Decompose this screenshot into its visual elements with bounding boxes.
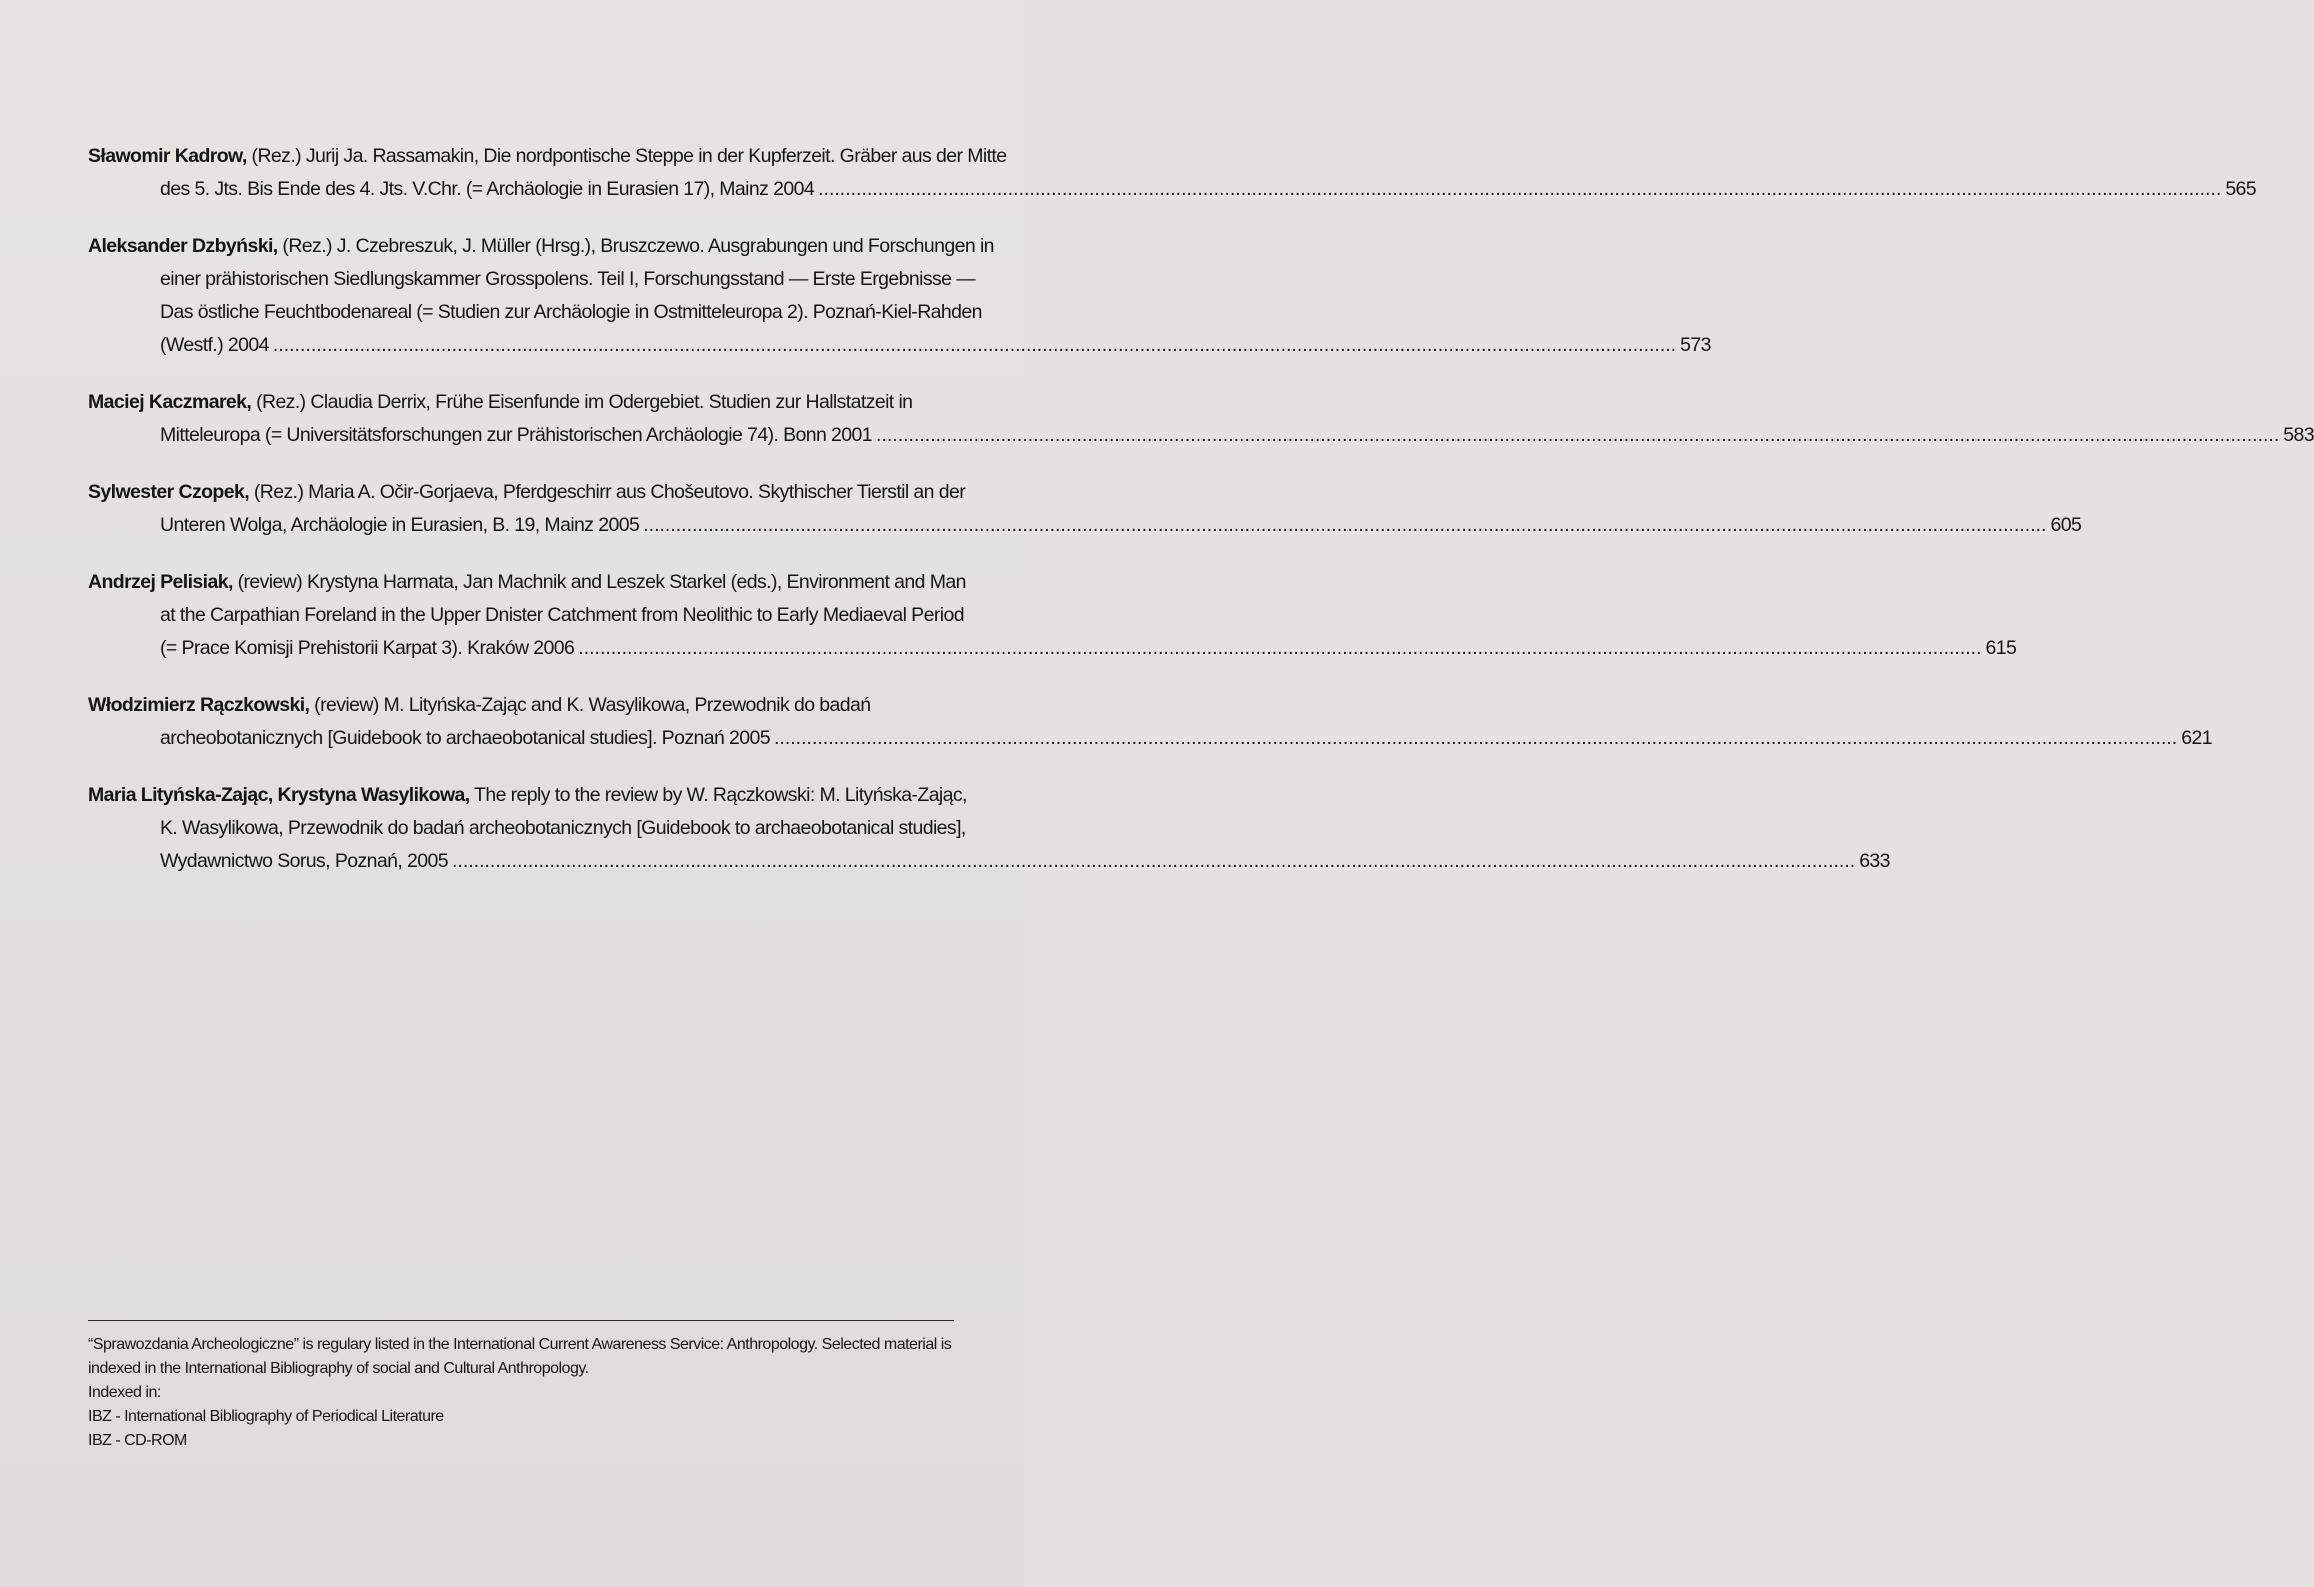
note-line: indexed in the International Bibliography of social and Cultural Anthropology.	[88, 1360, 589, 1377]
dot-leader	[574, 632, 1985, 665]
entry-line: (Rez.) Jurij Ja. Rassamakin, Die nordpontische Steppe in der Kupferzeit. Gräber aus der Mitte	[251, 145, 1007, 167]
indexing-note	[88, 1333, 958, 1453]
dot-leader	[770, 722, 2181, 755]
entry-author: Sławomir Kadrow,	[88, 145, 247, 167]
contents-entry	[88, 476, 2082, 542]
entry-author: Aleksander Dzbyński,	[88, 235, 278, 257]
dot-leader	[814, 173, 2225, 206]
note-line: Indexed in:	[88, 1384, 161, 1401]
entry-author: Maria Lityńska-Zając, Krystyna Wasylikowa,	[88, 784, 470, 806]
entry-page-number: 573	[1680, 334, 1711, 356]
entry-line: archeobotanicznych [Guidebook to archaeobotanical studies]. Poznań 2005	[160, 727, 771, 749]
note-line: IBZ - CD-ROM	[88, 1432, 187, 1449]
entry-line: (Rez.) J. Czebreszuk, J. Müller (Hrsg.), Bruszczewo. Ausgrabungen und Forschungen in	[282, 235, 994, 257]
entry-line: Wydawnictwo Sorus, Poznań, 2005	[160, 850, 448, 872]
entry-author: Włodzimierz Rączkowski,	[88, 694, 310, 716]
entry-page-number: 583	[2283, 424, 2314, 446]
entry-line: (Rez.) Maria A. Očir-Gorjaeva, Pferdgeschirr aus Chošeutovo. Skythischer Tierstil an der	[253, 481, 966, 503]
entry-page-number: 605	[2050, 514, 2082, 536]
entry-line: (Westf.) 2004	[160, 334, 269, 356]
entry-author: Andrzej Pelisiak,	[88, 571, 233, 593]
entry-line: (review) M. Lityńska-Zając and K. Wasylikowa, Przewodnik do badań	[314, 694, 871, 716]
entry-line: The reply to the review by W. Rączkowski: M. Lityńska-Zając,	[474, 784, 967, 806]
entry-line: Unteren Wolga, Archäologie in Eurasien, B. 19, Mainz 2005	[160, 514, 640, 536]
entry-author: Maciej Kaczmarek,	[88, 391, 252, 413]
contents-entry	[88, 689, 2212, 755]
contents-entry	[88, 779, 1890, 878]
contents-entry	[88, 566, 2017, 665]
dot-leader	[448, 845, 1859, 878]
contents-entry	[88, 230, 1711, 362]
dot-leader	[269, 329, 1680, 362]
dot-leader	[639, 509, 2050, 542]
entry-line: K. Wasylikowa, Przewodnik do badań archeobotanicznych [Guidebook to archaeobotanical studies],	[160, 817, 966, 839]
entry-line: (= Prace Komisji Prehistorii Karpat 3). Kraków 2006	[160, 637, 575, 659]
contents-entry	[88, 386, 2314, 452]
contents-entry	[88, 140, 2257, 206]
entry-line: Mitteleuropa (= Universitätsforschungen zur Prähistorischen Archäologie 74). Bonn 2001	[160, 424, 873, 446]
note-line: IBZ - International Bibliography of Periodical Literature	[88, 1408, 444, 1425]
entry-page-number: 565	[2225, 178, 2257, 200]
entry-page-number: 633	[1859, 850, 1890, 872]
entry-page-number: 615	[1985, 637, 2017, 659]
entry-line: at the Carpathian Foreland in the Upper Dnister Catchment from Neolithic to Early Mediaeval Period	[160, 604, 964, 626]
entry-line: einer prähistorischen Siedlungskammer Grosspolens. Teil I, Forschungsstand — Erste Ergebnisse —	[160, 268, 976, 290]
entry-page-number: 621	[2181, 727, 2212, 749]
footnote-divider	[88, 1320, 954, 1321]
note-line: “Sprawozdania Archeologiczne” is regulary listed in the International Current Awareness Service: Anthropology. Selected material is	[88, 1336, 952, 1353]
entry-line: (Rez.) Claudia Derrix, Frühe Eisenfunde im Odergebiet. Studien zur Hallstatzeit in	[256, 391, 913, 413]
entry-line: des 5. Jts. Bis Ende des 4. Jts. V.Chr. (= Archäologie in Eurasien 17), Mainz 2004	[160, 178, 815, 200]
entry-line: (review) Krystyna Harmata, Jan Machnik and Leszek Starkel (eds.), Environment and Man	[237, 571, 966, 593]
contents-list	[88, 140, 2314, 878]
entry-author: Sylwester Czopek,	[88, 481, 250, 503]
entry-line: Das östliche Feuchtbodenareal (= Studien zur Archäologie in Ostmitteleuropa 2). Poznań-Kiel-Rahden	[160, 301, 982, 323]
dot-leader	[872, 419, 2283, 452]
